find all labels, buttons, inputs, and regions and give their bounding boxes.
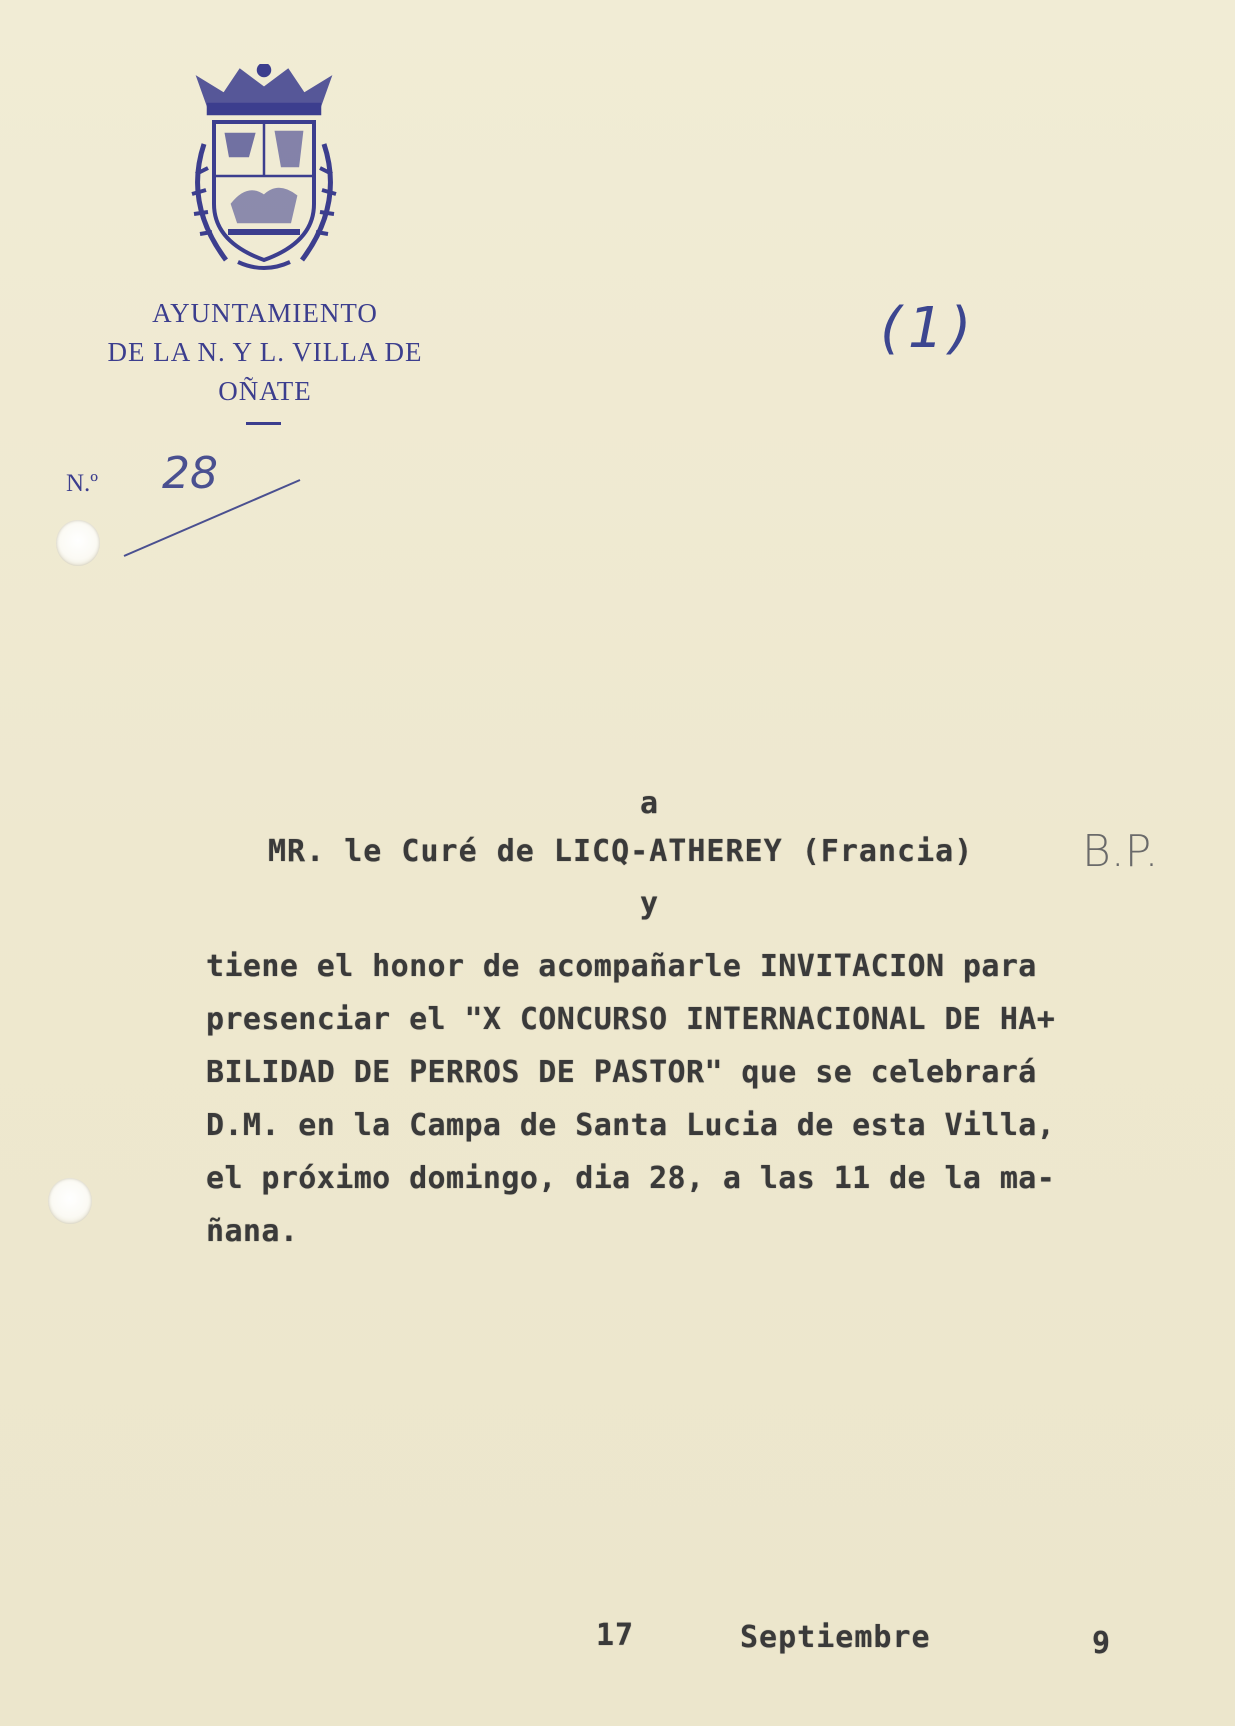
body-line: presenciar el "X CONCURSO INTERNACIONAL DE HA+ [206,1002,1056,1037]
coat-of-arms-icon [178,64,350,276]
handwritten-reference: (1) [880,296,978,361]
handwritten-initials: B.P. [1082,826,1159,877]
body-line: BILIDAD DE PERROS DE PASTOR" que se celebrará [206,1055,1037,1090]
body-line: tiene el honor de acompañarle INVITACION para [206,949,1037,984]
body-line: el próximo domingo, dia 28, a las 11 de la ma- [206,1161,1056,1196]
letterhead-rule [246,422,281,425]
punch-hole-bottom [48,1178,92,1224]
letter-body [206,940,1166,1258]
letterhead [40,294,490,411]
letterhead-line-1: AYUNTAMIENTO [152,298,378,328]
pen-stroke [120,478,310,578]
preposition: a [640,786,660,821]
recipient: MR. le Curé de LICQ-ATHEREY (Francia) [268,834,974,869]
date-day: 17 [596,1618,635,1653]
date-month: Septiembre [740,1620,931,1655]
conjunction: y [640,886,660,921]
body-line: D.M. en la Campa de Santa Lucia de esta Villa, [206,1108,1056,1143]
letterhead-line-3: OÑATE [218,376,312,406]
body-line: ñana. [206,1214,299,1249]
handwritten-number: 28 [162,448,218,499]
date-year: 9 [1092,1626,1112,1661]
letterhead-line-2: DE LA N. Y L. VILLA DE [107,337,423,367]
number-label: N.º [66,470,99,497]
punch-hole-top [56,520,100,566]
